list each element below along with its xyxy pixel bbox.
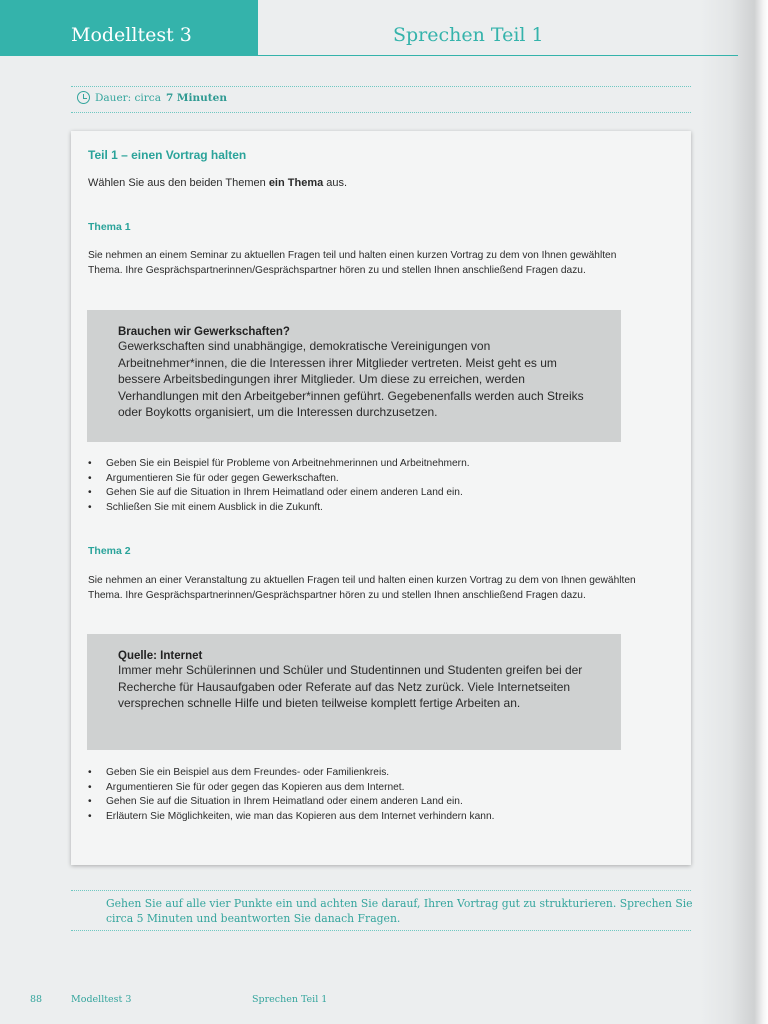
list-item: • Argumentieren Sie für oder gegen Gewerkschaften. — [88, 472, 470, 487]
list-item: • Geben Sie ein Beispiel für Probleme von Arbeitnehmerinnen und Arbeitnehmern. — [88, 457, 470, 472]
page-number: 88 — [30, 994, 43, 1005]
header-rule — [258, 55, 738, 56]
list-item: • Schließen Sie mit einem Ausblick in die Zukunft. — [88, 501, 470, 516]
theme-2-points — [88, 766, 494, 824]
list-item: • Gehen Sie auf die Situation in Ihrem Heimatland oder einem anderen Land ein. — [88, 795, 494, 810]
footer-section: Modelltest 3 — [71, 994, 132, 1005]
theme-1-box-title: Brauchen wir Gewerkschaften? — [118, 326, 290, 338]
theme-1-label: Thema 1 — [88, 221, 131, 233]
header-banner — [0, 0, 258, 56]
theme-2-box-text: Immer mehr Schülerinnen und Schüler und Studentinnen und Studenten greifen bei der Recherche für Hausaufgaben oder Referate auf das Netz zurück. Viele Internetseiten versprechen schnelle Hilfe und bieten teilweise komplett fertige Arbeiten an. — [118, 663, 583, 710]
theme-1-box-text: Gewerkschaften sind unabhängige, demokratische Vereinigungen von Arbeitnehmer*innen, die die Interessen ihrer Mitglieder vertreten. Meist geht es um bessere Arbeitsbedingungen ihrer Mitglieder. Um diese zu erreichen, werden Verhandlungen mit den Arbeitgeber*innen geführt. Gegebenenfalls werden auch Streiks oder Boykotts organisiert, um die Interessen durchzusetzen. — [118, 339, 584, 419]
theme-2-description: Sie nehmen an einer Veranstaltung zu aktuellen Fragen teil und halten einen kurzen Vortrag zu dem von Ihnen gewählten Thema. Ihre Gesprächspartnerinnen/Gesprächspartner hören zu und stellen Ihnen anschließend Fragen dazu. — [88, 575, 636, 601]
duration-label: Dauer: circa — [95, 91, 161, 104]
intro-text-end: aus. — [323, 177, 348, 189]
header-left-title: Modelltest 3 — [71, 24, 192, 46]
clock-icon — [77, 91, 90, 104]
duration-bar — [77, 91, 227, 104]
page-fold-shadow — [700, 0, 768, 1024]
theme-2-label: Thema 2 — [88, 545, 131, 557]
duration-value: 7 Minuten — [165, 91, 227, 104]
theme-1-source-box — [87, 310, 621, 442]
intro-text-start: Wählen Sie aus den beiden Themen — [88, 177, 269, 189]
task-card — [71, 131, 691, 865]
theme-2-source-box — [87, 634, 621, 750]
list-item: • Erläutern Sie Möglichkeiten, wie man das Kopieren aus dem Internet verhindern kann. — [88, 810, 494, 825]
footer-part: Sprechen Teil 1 — [252, 994, 328, 1005]
task-title: Teil 1 – einen Vortrag halten — [88, 148, 247, 162]
instruction-top-rule — [71, 890, 691, 891]
list-item: • Argumentieren Sie für oder gegen das Kopieren aus dem Internet. — [88, 781, 494, 796]
theme-1-description: Sie nehmen an einem Seminar zu aktuellen Fragen teil und halten einen kurzen Vortrag zu dem von Ihnen gewählten Thema. Ihre Gesprächspartnerinnen/Gesprächspartner hören zu und stellen Ihnen anschließend Fragen dazu. — [88, 250, 617, 276]
list-item: • Gehen Sie auf die Situation in Ihrem Heimatland oder einem anderen Land ein. — [88, 486, 470, 501]
theme-1-points — [88, 457, 470, 515]
task-intro — [88, 177, 347, 189]
duration-bottom-rule — [71, 112, 691, 113]
theme-2-box-title: Quelle: Internet — [118, 650, 203, 662]
list-item: • Geben Sie ein Beispiel aus dem Freundes- oder Familienkreis. — [88, 766, 494, 781]
intro-text-bold: ein Thema — [268, 177, 324, 189]
instruction-text: Gehen Sie auf alle vier Punkte ein und achten Sie darauf, Ihren Vortrag gut zu strukturieren. Sprechen Sie circa 5 Minuten und beantworten Sie danach Fragen. — [106, 897, 693, 925]
header-right-title: Sprechen Teil 1 — [393, 24, 544, 46]
instruction-bottom-rule — [71, 930, 691, 931]
duration-top-rule — [71, 86, 691, 87]
